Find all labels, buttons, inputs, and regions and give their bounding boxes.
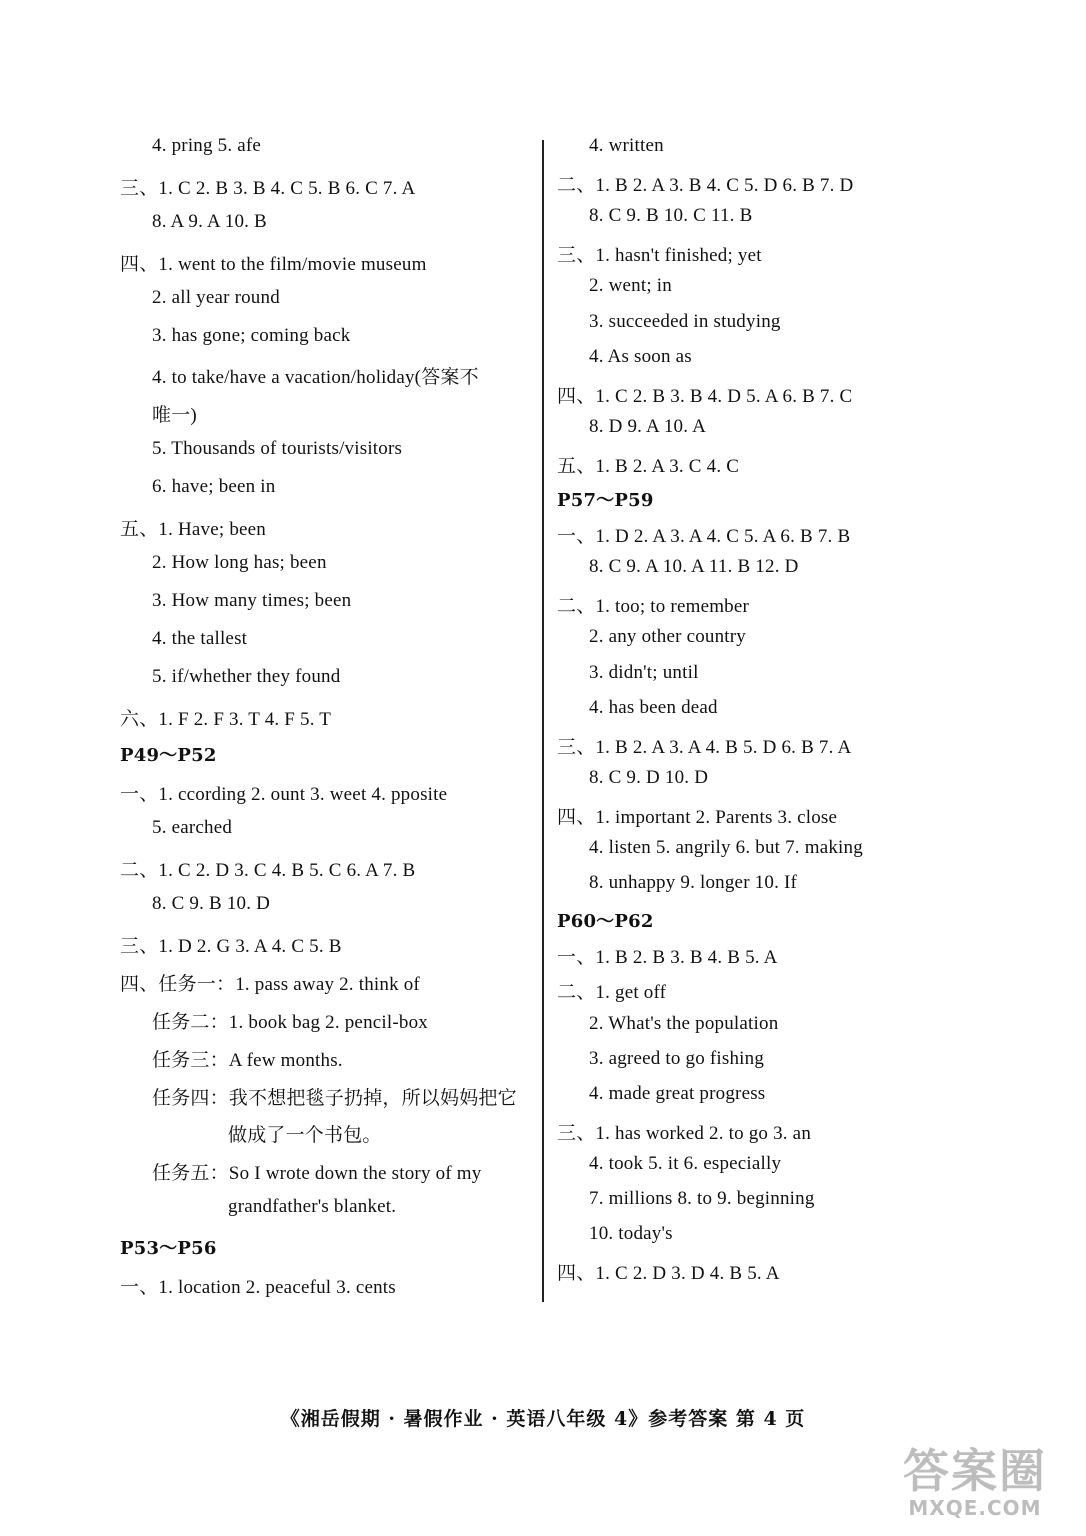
answer-line: 4. the tallest [152,627,248,649]
section-heading: P60～P62 [557,911,654,933]
answer-line: 3. succeeded in studying [589,310,781,332]
answer-line: 四、1. important 2. Parents 3. close [557,806,838,828]
answer-line: 五、1. Have; been [120,519,266,540]
answer-line: 任务四：我不想把毯子扔掉，所以妈妈把它 [152,1087,517,1109]
answer-line: 5. earched [152,817,233,839]
answer-line: 三、1. has worked 2. to go 3. an [557,1122,812,1144]
answer-line: grandfather's blanket. [228,1196,397,1218]
answer-line: 四、1. C 2. B 3. B 4. D 5. A 6. B 7. C [557,385,853,407]
answer-line: 3. didn't; until [589,661,699,683]
answer-line: 二、1. too; to remember [557,596,750,618]
answer-line: 8. C 9. B 10. C 11. B [589,205,753,227]
page-footer: 《湘岳假期 · 暑假作业 · 英语八年级 4》参考答案 第 4 页 [280,1408,806,1430]
answer-line: 4. As soon as [589,345,692,367]
answer-line: 5. Thousands of tourists/visitors [152,438,403,460]
answer-line: 4. pring 5. afe [152,135,262,156]
watermark-logo-text: 答案圈 [903,1444,1047,1498]
answer-line: 2. went; in [589,275,672,297]
answer-line: 4. written [589,135,664,156]
answer-line: 三、1. hasn't finished; yet [557,245,762,267]
watermark-logo [880,1445,1070,1525]
answer-line: 8. C 9. D 10. D [589,766,709,788]
answer-line: 任务五：So I wrote down the story of my [152,1163,482,1185]
answer-line: 做成了一个书包。 [228,1125,382,1147]
answer-line: 四、1. C 2. D 3. D 4. B 5. A [557,1263,780,1285]
section-heading: P57～P59 [557,490,654,511]
answer-line: 2. How long has; been [152,551,327,573]
answer-line: 一、1. D 2. A 3. A 4. C 5. A 6. B 7. B [557,526,851,548]
section-heading: P49～P52 [120,745,217,767]
answer-line: 任务三：A few months. [152,1049,343,1071]
answer-line: 4. has been dead [589,696,718,718]
answer-line: 四、任务一：1. pass away 2. think of [120,973,420,995]
answer-line: 4. to take/have a vacation/holiday(答案不 [152,367,479,389]
answer-line: 一、1. ccording 2. ount 3. weet 4. pposite [120,784,448,806]
answer-line: 3. agreed to go fishing [589,1047,765,1069]
answer-line: 7. millions 8. to 9. beginning [589,1188,815,1209]
answer-line: 2. any other country [589,626,747,648]
answer-line: 4. listen 5. angrily 6. but 7. making [589,837,863,858]
answer-line: 三、1. B 2. A 3. A 4. B 5. D 6. B 7. A [557,736,852,758]
answer-line: 3. has gone; coming back [152,324,351,346]
answer-line: 6. have; been in [152,476,276,498]
answer-line: 唯一) [152,405,197,427]
answer-line: 二、1. get off [557,982,667,1004]
answer-line: 三、1. D 2. G 3. A 4. C 5. B [120,935,342,957]
answer-line: 3. How many times; been [152,589,352,611]
answer-line: 8. C 9. A 10. A 11. B 12. D [589,556,799,578]
answer-line: 5. if/whether they found [152,665,341,687]
answer-line: 8. unhappy 9. longer 10. If [589,872,798,894]
answer-line: 2. all year round [152,286,280,308]
answer-line: 8. A 9. A 10. B [152,210,267,232]
answer-line: 8. C 9. B 10. D [152,893,271,914]
answer-line: 二、1. C 2. D 3. C 4. B 5. C 6. A 7. B [120,860,416,882]
answer-line: 四、1. went to the film/movie museum [120,253,427,275]
answer-line: 一、1. B 2. B 3. B 4. B 5. A [557,947,778,969]
column-divider [542,140,544,1302]
answer-line: 一、1. location 2. peaceful 3. cents [120,1277,396,1298]
answer-line: 任务二：1. book bag 2. pencil-box [152,1011,428,1033]
answer-line: 三、1. C 2. B 3. B 4. C 5. B 6. C 7. A [120,177,416,199]
watermark-url: MXQE.COM [908,1496,1042,1520]
answer-line: 4. took 5. it 6. especially [589,1152,782,1174]
answer-line: 二、1. B 2. A 3. B 4. C 5. D 6. B 7. D [557,175,854,197]
answer-line: 五、1. B 2. A 3. C 4. C [557,455,740,477]
answer-line: 六、1. F 2. F 3. T 4. F 5. T [120,708,332,730]
answer-line: 4. made great progress [589,1082,766,1104]
section-heading: P53～P56 [120,1238,217,1260]
answer-line: 8. D 9. A 10. A [589,415,707,437]
answer-line: 2. What's the population [589,1012,779,1034]
answer-line: 10. today's [589,1223,673,1245]
